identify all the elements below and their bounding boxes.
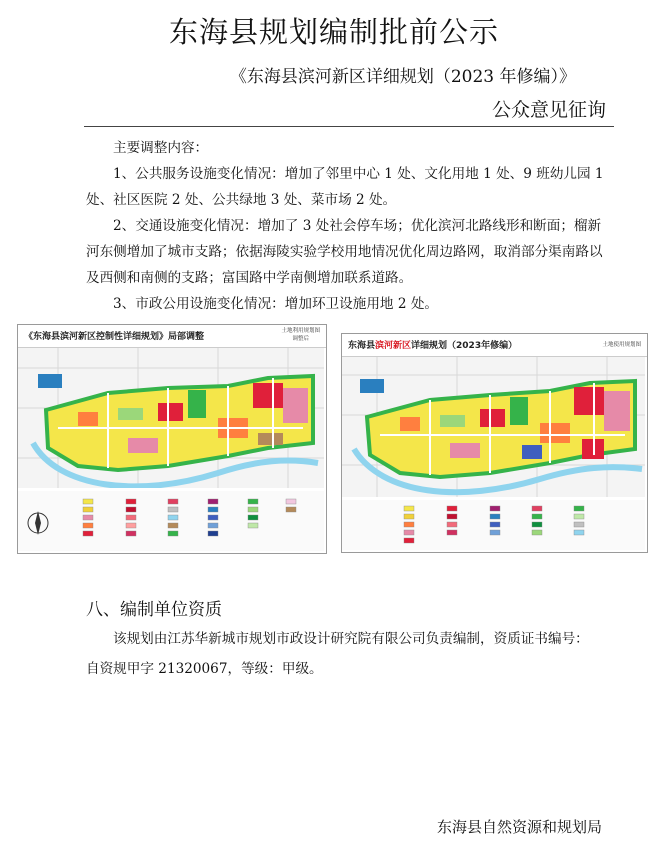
divider bbox=[84, 126, 614, 127]
map-title-prefix: 东海县 bbox=[348, 341, 376, 351]
content-item: 2、交通设施变化情况：增加了 3 处社会停车场；优化滨河北路线形和断面；榴新河东侧增加了城市支路；依据海陵实验学校用地情况优化周边路网，取消部分渠南路以及西侧和南侧的支路；富国路中学南侧增加联系道路。 bbox=[86, 218, 603, 286]
map-note-line: 调整后 bbox=[292, 336, 309, 342]
left-land-use-map bbox=[17, 324, 327, 554]
adjustment-content bbox=[86, 135, 604, 317]
map-note-line: 土地利用规划图 bbox=[281, 328, 320, 334]
content-heading: 主要调整内容： bbox=[113, 140, 209, 156]
issuer-signature: 东海县自然资源和规划局 bbox=[436, 818, 602, 836]
map-note bbox=[281, 327, 320, 343]
map-title-bar bbox=[18, 325, 326, 348]
content-item: 1、公共服务设施变化情况：增加了邻里中心 1 处、文化用地 1 处、9 班幼儿园 1 处、社区医院 2 处、公共绿地 3 处、菜市场 2 处。 bbox=[86, 166, 604, 208]
public-consultation-label: 公众意见征询 bbox=[491, 99, 606, 121]
map-legend bbox=[342, 500, 645, 550]
map-legend bbox=[18, 491, 324, 551]
land-use-map-image bbox=[342, 357, 645, 497]
land-use-map-image bbox=[18, 348, 324, 488]
map-note: 土地使用规划图 bbox=[602, 342, 641, 348]
qualification-line: 自资规甲字 21320067，等级：甲级。 bbox=[86, 661, 323, 677]
qualification-text bbox=[86, 624, 606, 684]
map-title: 《东海县滨河新区控制性详细规划》局部调整 bbox=[24, 332, 205, 342]
content-item: 3、市政公用设施变化情况：增加环卫设施用地 2 处。 bbox=[113, 296, 439, 312]
map-title-suffix: 详细规划（2023年修编） bbox=[411, 341, 518, 351]
section-heading: 八、编制单位资质 bbox=[86, 600, 222, 620]
plan-subtitle: 《东海县滨河新区详细规划（2023 年修编）》 bbox=[229, 67, 576, 87]
map-title-accent: 滨河新区 bbox=[375, 341, 412, 351]
right-land-use-map bbox=[341, 333, 648, 553]
map-title bbox=[348, 338, 517, 351]
page-title: 东海县规划编制批前公示 bbox=[168, 15, 499, 49]
map-title-bar bbox=[342, 334, 647, 357]
qualification-line: 该规划由江苏华新城市规划市政设计研究院有限公司负责编制，资质证书编号： bbox=[113, 631, 589, 647]
